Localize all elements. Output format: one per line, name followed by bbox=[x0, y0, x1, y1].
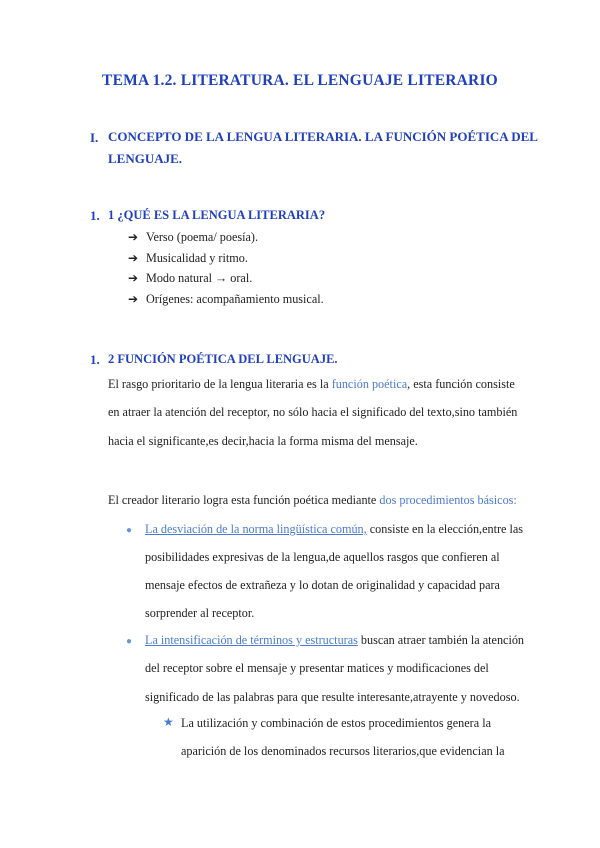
section-heading-line2: LENGUAJE. bbox=[108, 151, 183, 166]
section-number: I. bbox=[90, 130, 99, 145]
list-item: ➔ Modo natural → oral. bbox=[128, 271, 253, 285]
bullet-line: La desviación de la norma lingüística común, consiste en la elección,entre las bbox=[145, 522, 524, 536]
list-item: ➔ Orígenes: acompañamiento musical. bbox=[128, 292, 324, 306]
arrow-right-icon: ➔ bbox=[128, 292, 139, 306]
list-item: ➔ Musicalidad y ritmo. bbox=[128, 251, 248, 265]
underlined-term: La desviación de la norma lingüística común, bbox=[145, 522, 367, 536]
arrow-right-icon: ➔ bbox=[128, 251, 139, 265]
paragraph-line: El creador literario logra esta función poética mediante dos procedimientos básicos: bbox=[108, 493, 517, 507]
paragraph-line: hacia el significante,es decir,hacia la forma misma del mensaje. bbox=[108, 434, 418, 448]
arrow-right-icon: ➔ bbox=[128, 230, 139, 244]
bullet-line: mensaje efectos de extrañeza y lo dotan de originalidad y capacidad para bbox=[145, 578, 500, 592]
bullet-line: La intensificación de términos y estructuras buscan atraer también la atención bbox=[145, 633, 525, 647]
arrow-right-icon: ➔ bbox=[128, 271, 139, 285]
page-title: TEMA 1.2. LITERATURA. EL LENGUAJE LITERARIO bbox=[102, 72, 498, 89]
star-item-line: La utilización y combinación de estos procedimientos genera la bbox=[181, 716, 491, 730]
subsection-heading: 2 FUNCIÓN POÉTICA DEL LENGUAJE. bbox=[108, 352, 338, 366]
bullet-line: del receptor sobre el mensaje y presentar matices y modificaciones del bbox=[145, 661, 489, 675]
subsection-number: 1. bbox=[90, 208, 100, 223]
bullet-line: sorprender al receptor. bbox=[145, 606, 255, 620]
highlight-term: función poética bbox=[331, 377, 408, 391]
bullet-icon: ● bbox=[126, 525, 133, 536]
list-item: ➔ Verso (poema/ poesía). bbox=[128, 230, 259, 244]
section-heading-line1: CONCEPTO DE LA LENGUA LITERARIA. LA FUNCIÓN POÉTICA DEL bbox=[108, 129, 538, 144]
star-item-line: aparición de los denominados recursos literarios,que evidencian la bbox=[181, 744, 505, 758]
subsection-number: 1. bbox=[90, 352, 100, 367]
underlined-term: La intensificación de términos y estructuras bbox=[145, 633, 358, 647]
subsection-heading: 1 ¿QUÉ ES LA LENGUA LITERARIA? bbox=[108, 208, 326, 222]
highlight-term: dos procedimientos básicos: bbox=[379, 493, 517, 507]
bullet-line: posibilidades expresivas de la lengua,de aquellos rasgos que confieren al bbox=[145, 550, 500, 564]
star-icon: ★ bbox=[163, 715, 174, 729]
bullet-line: significado de las palabras para que resulte interesante,atrayente y novedoso. bbox=[145, 690, 520, 704]
paragraph-line: El rasgo prioritario de la lengua literaria es la función poética, esta función consiste bbox=[108, 377, 515, 391]
paragraph-line: en atraer la atención del receptor, no sólo hacia el significado del texto,sino también bbox=[108, 405, 518, 419]
bullet-icon: ● bbox=[126, 636, 133, 647]
